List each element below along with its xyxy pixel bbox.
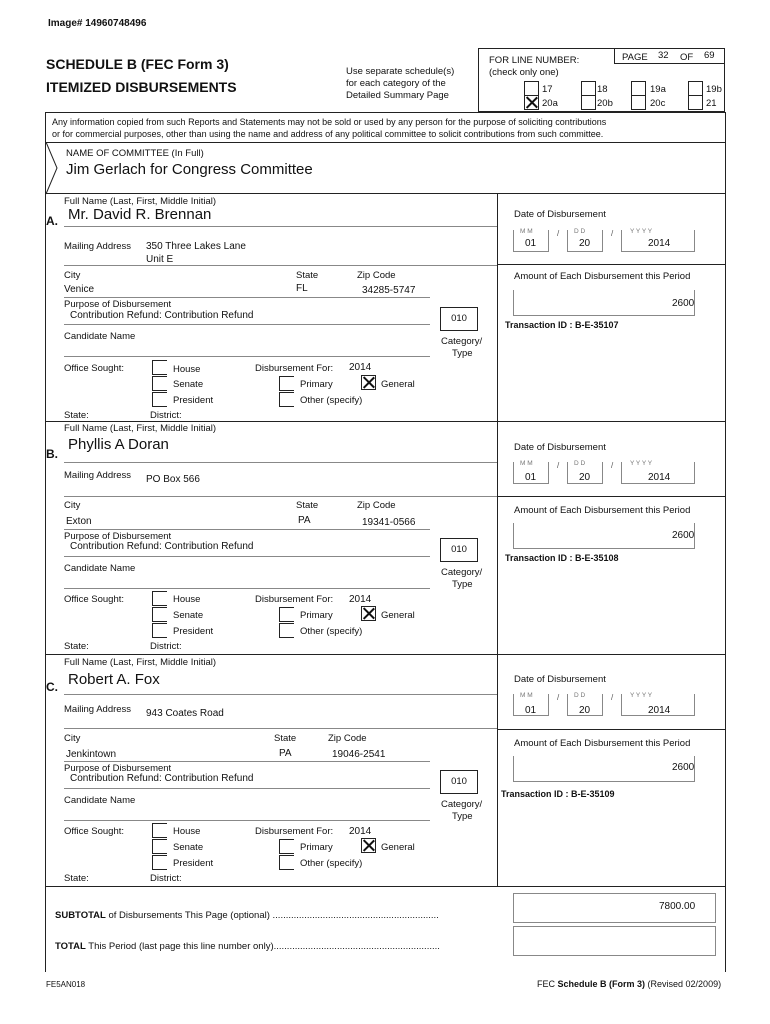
entry-c-name: Robert A. Fox [68, 671, 160, 688]
subtotal-amount: 7800.00 [659, 901, 696, 912]
entry-c-day: 20 [579, 705, 591, 716]
entry-c-state: PA [279, 748, 292, 759]
entry-c-primary-label: Primary [300, 842, 333, 853]
entry-c-state-label: State [274, 733, 297, 744]
entry-b-election-year: 2014 [349, 594, 372, 605]
line-17-checkbox[interactable] [524, 81, 539, 96]
of-label: OF [680, 52, 694, 63]
entry-b-other-checkbox[interactable] [279, 623, 294, 638]
entry-c-district-lbl: District: [150, 873, 182, 884]
entry-b-purpose-label: Purpose of Disbursement [64, 531, 172, 542]
entry-c-amount-label: Amount of Each Disbursement this Period [514, 738, 691, 749]
entry-a-letter: A. [46, 214, 58, 228]
committee-arrow-icon [45, 142, 59, 196]
entry-c-dd-hint: D D [574, 692, 586, 699]
line-19a-checkbox[interactable] [631, 81, 646, 96]
entry-c-zip-label: Zip Code [328, 733, 367, 744]
entry-a-president-label: President [173, 395, 214, 406]
entry-c-house-checkbox[interactable] [152, 823, 167, 838]
notice-line2: or for commercial purposes, other than using the name and address of any political committee to solicit contributions from such committee. [52, 129, 604, 139]
entry-b-address1: PO Box 566 [146, 474, 200, 485]
entry-c-type-label: Type [452, 811, 473, 822]
entry-a-fullname-label: Full Name (Last, First, Middle Initial) [64, 196, 217, 207]
entry-b-state: PA [298, 515, 311, 526]
entry-b-office-label: Office Sought: [64, 594, 125, 605]
entry-b-slash2: / [611, 461, 614, 470]
line-17-label: 17 [542, 84, 553, 95]
entry-c-house-label: House [173, 826, 201, 837]
entry-c-mailing-label: Mailing Address [64, 704, 132, 715]
entry-a-purpose: Contribution Refund: Contribution Refund [70, 310, 254, 321]
entry-a-yyyy-hint: Y Y Y Y [630, 228, 653, 235]
schedule-subtitle: ITEMIZED DISBURSEMENTS [46, 79, 237, 95]
entry-a-month: 01 [525, 238, 537, 249]
entry-c-president-checkbox[interactable] [152, 855, 167, 870]
entry-c-city: Jenkintown [66, 749, 117, 760]
check-only-one-label: (check only one) [489, 67, 559, 78]
entry-c-mm-hint: M M [520, 692, 533, 699]
entry-a-zip: 34285-5747 [362, 285, 416, 296]
entry-a-slash1: / [557, 229, 560, 238]
entry-a-state: FL [296, 283, 308, 294]
entry-a-address1: 350 Three Lakes Lane [146, 241, 246, 252]
entry-a-category-label: Category/ [441, 336, 483, 347]
entry-a-house-label: House [173, 364, 201, 375]
notice-line1: Any information copied from such Reports and Statements may not be sold or used by any person for the purpose of soliciting contributions [52, 117, 607, 127]
entry-b-mailing-label: Mailing Address [64, 470, 132, 481]
entry-c-category-code: 010 [440, 770, 478, 794]
entry-c-senate-label: Senate [173, 842, 204, 853]
entry-b-amount-box [513, 523, 695, 549]
entry-b-president-checkbox[interactable] [152, 623, 167, 638]
line-18-checkbox[interactable] [581, 81, 596, 96]
line-20b-checkbox[interactable] [581, 95, 596, 110]
entry-b-type-label: Type [452, 579, 473, 590]
entry-c-year: 2014 [648, 705, 671, 716]
entry-a-house-checkbox[interactable] [152, 360, 167, 375]
line-18-label: 18 [597, 84, 608, 95]
entry-a-primary-label: Primary [300, 379, 333, 390]
entry-b-president-label: President [173, 626, 214, 637]
entry-b-district-lbl: District: [150, 641, 182, 652]
image-id-label: Image# 14960748496 [48, 18, 147, 29]
entry-b-amount-label: Amount of Each Disbursement this Period [514, 505, 691, 516]
entry-b-dd-hint: D D [574, 460, 586, 467]
entry-a-mm-hint: M M [520, 228, 533, 235]
entry-c-office-label: Office Sought: [64, 826, 125, 837]
entry-b-transaction-id: Transaction ID : B-E-35108 [505, 553, 619, 563]
entry-a-other-label: Other (specify) [300, 395, 363, 406]
footer-code: FE5AN018 [46, 980, 86, 989]
entry-c-election-year: 2014 [349, 826, 372, 837]
entry-b-candidate-label: Candidate Name [64, 563, 136, 574]
line-20c-checkbox[interactable] [631, 95, 646, 110]
entry-b-disbfor-label: Disbursement For: [255, 594, 334, 605]
entry-b-senate-checkbox[interactable] [152, 607, 167, 622]
entry-b-other-label: Other (specify) [300, 626, 363, 637]
line-20a-label: 20a [542, 98, 558, 109]
entry-b-yyyy-hint: Y Y Y Y [630, 460, 653, 467]
entry-b-general-label: General [381, 610, 415, 621]
entry-c-category-label: Category/ [441, 799, 483, 810]
entry-b-general-checkbox[interactable] [361, 606, 376, 621]
entry-a-district-lbl: District: [150, 410, 182, 421]
entry-a-transaction-id: Transaction ID : B-E-35107 [505, 320, 619, 330]
committee-name: Jim Gerlach for Congress Committee [66, 161, 313, 178]
entry-a-state-label: State [296, 270, 319, 281]
entry-c-fullname-label: Full Name (Last, First, Middle Initial) [64, 657, 217, 668]
entry-c-state-lbl: State: [64, 873, 89, 884]
entry-a-primary-checkbox[interactable] [279, 376, 294, 391]
entry-b-year: 2014 [648, 472, 671, 483]
entry-b-amount: 2600 [672, 530, 695, 541]
page-number: 32 [658, 50, 669, 61]
line-21-label: 21 [706, 98, 717, 109]
entry-a-day: 20 [579, 238, 591, 249]
entry-a-slash2: / [611, 229, 614, 238]
schedule-title: SCHEDULE B (FEC Form 3) [46, 56, 229, 72]
subtotal-label-bold: SUBTOTAL [55, 910, 106, 921]
entry-a-city: Venice [64, 284, 95, 295]
entry-b-senate-label: Senate [173, 610, 204, 621]
entry-a-dd-hint: D D [574, 228, 586, 235]
total-amount-box [513, 926, 716, 956]
entry-b-house-label: House [173, 594, 201, 605]
entry-c-senate-checkbox[interactable] [152, 839, 167, 854]
entry-b-zip-label: Zip Code [357, 500, 396, 511]
entry-b-letter: B. [46, 447, 58, 461]
entry-a-mailing-label: Mailing Address [64, 241, 132, 252]
entry-a-amount-box [513, 290, 695, 316]
entry-c-zip: 19046-2541 [332, 749, 386, 760]
entry-a-election-year: 2014 [349, 362, 372, 373]
entry-c-amount: 2600 [672, 762, 695, 773]
entry-a-date-label: Date of Disbursement [514, 209, 606, 220]
entry-c-purpose: Contribution Refund: Contribution Refund [70, 773, 254, 784]
entry-c-candidate-label: Candidate Name [64, 795, 136, 806]
entry-b-city-label: City [64, 500, 81, 511]
footer-revised: (Revised 02/2009) [645, 979, 722, 989]
entry-c-primary-checkbox[interactable] [279, 839, 294, 854]
entry-a-zip-label: Zip Code [357, 270, 396, 281]
entry-a-address2: Unit E [146, 254, 174, 265]
line-19a-label: 19a [650, 84, 666, 95]
line-20b-label: 20b [597, 98, 613, 109]
entry-b-category-label: Category/ [441, 567, 483, 578]
entry-a-name: Mr. David R. Brennan [68, 206, 212, 223]
entry-c-general-checkbox[interactable] [361, 838, 376, 853]
entry-a-disbfor-label: Disbursement For: [255, 363, 334, 374]
entry-b-month: 01 [525, 472, 537, 483]
use-separate-line2: for each category of the [346, 78, 446, 89]
entry-a-general-label: General [381, 379, 415, 390]
entry-c-president-label: President [173, 858, 214, 869]
entry-b-zip: 19341-0566 [362, 517, 416, 528]
entry-a-senate-label: Senate [173, 379, 204, 390]
entry-a-general-checkbox[interactable] [361, 375, 376, 390]
entry-c-month: 01 [525, 705, 537, 716]
entry-c-general-label: General [381, 842, 415, 853]
entry-a-other-checkbox[interactable] [279, 392, 294, 407]
footer-prefix: FEC [537, 979, 558, 989]
entry-a-type-label: Type [452, 348, 473, 359]
entry-b-house-checkbox[interactable] [152, 591, 167, 606]
entry-a-city-label: City [64, 270, 81, 281]
entry-b-day: 20 [579, 472, 591, 483]
total-label-bold: TOTAL [55, 941, 86, 952]
use-separate-line1: Use separate schedule(s) [346, 66, 455, 77]
entry-b-date-label: Date of Disbursement [514, 442, 606, 453]
line-19b-checkbox[interactable] [688, 81, 703, 96]
entry-b-category-code: 010 [440, 538, 478, 562]
line-20a-checkbox[interactable] [524, 95, 539, 110]
total-label [55, 941, 440, 952]
line-20c-label: 20c [650, 98, 666, 109]
entry-c-purpose-label: Purpose of Disbursement [64, 763, 172, 774]
entry-a-amount: 2600 [672, 298, 695, 309]
for-line-number-label: FOR LINE NUMBER: [489, 55, 580, 66]
entry-c-disbfor-label: Disbursement For: [255, 826, 334, 837]
footer-form-bold: Schedule B (Form 3) [557, 979, 646, 989]
entry-a-president-checkbox[interactable] [152, 392, 167, 407]
footer-form-ref [537, 979, 721, 989]
entry-a-candidate-label: Candidate Name [64, 331, 136, 342]
entry-b-primary-label: Primary [300, 610, 333, 621]
entry-c-yyyy-hint: Y Y Y Y [630, 692, 653, 699]
use-separate-line3: Detailed Summary Page [346, 90, 449, 101]
page-total: 69 [704, 50, 715, 61]
entry-c-city-label: City [64, 733, 81, 744]
entry-b-fullname-label: Full Name (Last, First, Middle Initial) [64, 423, 217, 434]
entry-b-state-label: State [296, 500, 319, 511]
entry-c-other-label: Other (specify) [300, 858, 363, 869]
entry-b-state-lbl: State: [64, 641, 89, 652]
entry-b-name: Phyllis A Doran [68, 436, 169, 453]
committee-label: NAME OF COMMITTEE (In Full) [66, 148, 204, 159]
entry-c-letter: C. [46, 680, 58, 694]
entry-a-amount-label: Amount of Each Disbursement this Period [514, 271, 691, 282]
entry-a-state-lbl: State: [64, 410, 89, 421]
page-label: PAGE [622, 52, 648, 63]
entry-b-city: Exton [66, 516, 92, 527]
line-21-checkbox[interactable] [688, 95, 703, 110]
entry-a-office-label: Office Sought: [64, 363, 125, 374]
entry-c-date-label: Date of Disbursement [514, 674, 606, 685]
line-19b-label: 19b [706, 84, 722, 95]
subtotal-label-rest: of Disbursements This Page (optional) ............................................................... [105, 910, 439, 921]
entry-b-slash1: / [557, 461, 560, 470]
entry-c-slash1: / [557, 693, 560, 702]
entry-c-address1: 943 Coates Road [146, 708, 224, 719]
entry-a-category-code: 010 [440, 307, 478, 331]
entry-c-slash2: / [611, 693, 614, 702]
entry-c-other-checkbox[interactable] [279, 855, 294, 870]
entry-b-mm-hint: M M [520, 460, 533, 467]
total-label-rest: This Period (last page this line number only)............................................................... [85, 941, 440, 952]
entry-c-amount-box [513, 756, 695, 782]
entry-b-primary-checkbox[interactable] [279, 607, 294, 622]
subtotal-label [55, 910, 439, 921]
entry-c-transaction-id: Transaction ID : B-E-35109 [501, 789, 615, 799]
entry-a-year: 2014 [648, 238, 671, 249]
entry-a-purpose-label: Purpose of Disbursement [64, 299, 172, 310]
entry-a-senate-checkbox[interactable] [152, 376, 167, 391]
entry-b-purpose: Contribution Refund: Contribution Refund [70, 541, 254, 552]
